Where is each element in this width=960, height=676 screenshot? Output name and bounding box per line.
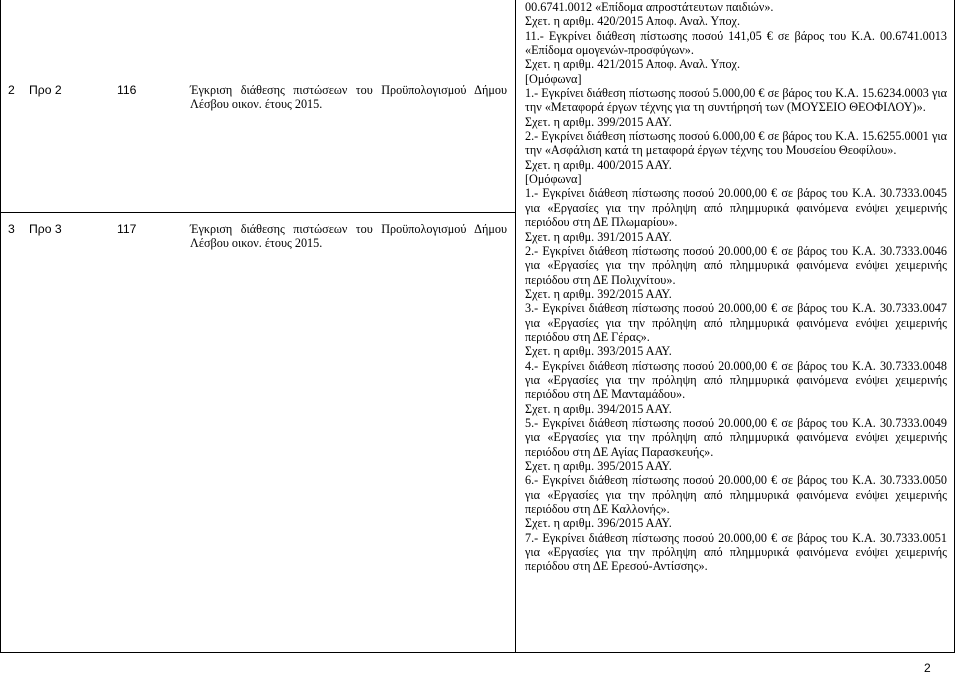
row-description: Έγκριση διάθεσης πιστώσεων του Προϋπολογισμού Δήμου Λέσβου οικον. έτους 2015. (190, 222, 507, 251)
table-border-right (954, 0, 955, 653)
decision-details (525, 0, 947, 574)
detail-line: Σχετ. η αριθμ. 394/2015 ΑΑΥ. (525, 401, 672, 416)
row-ref: Προ 3 (29, 222, 62, 236)
row-divider (0, 212, 515, 213)
column-divider (515, 0, 516, 653)
detail-line: Σχετ. η αριθμ. 395/2015 ΑΑΥ. (525, 459, 672, 473)
detail-line: 6.- Εγκρίνει διάθεση πίστωσης ποσού 20.000,00 € σε βάρος του Κ.Α. 30.7333.0050 για «Εργασίες για την πρόληψη από πλημμυρικά φαινόμενα ενόψει χειμερινής περιόδου στη ΔΕ Καλλονής». (525, 473, 947, 517)
table-border-bottom (0, 652, 955, 653)
detail-line: Σχετ. η αριθμ. 421/2015 Αποφ. Αναλ. Υποχ. (525, 57, 741, 72)
row-index: 2 (8, 83, 15, 97)
detail-line: 5.- Εγκρίνει διάθεση πίστωσης ποσού 20.000,00 € σε βάρος του Κ.Α. 30.7333.0049 για «Εργασίες για την πρόληψη από πλημμυρικά φαινόμενα ενόψει χειμερινής περιόδου στη ΔΕ Αγίας Παρασκευής». (525, 415, 947, 459)
detail-line: Σχετ. η αριθμ. 399/2015 ΑΑΥ. (525, 114, 672, 129)
row-description: Έγκριση διάθεσης πιστώσεων του Προϋπολογισμού Δήμου Λέσβου οικον. έτους 2015. (190, 83, 507, 112)
detail-line: 7.- Εγκρίνει διάθεση πίστωσης ποσού 20.000,00 € σε βάρος του Κ.Α. 30.7333.0051 για «Εργασίες για την πρόληψη από πλημμυρικά φαινόμενα ενόψει χειμερινής περιόδου στη ΔΕ Ερεσού-Αντίσσης». (525, 530, 947, 574)
row-ref: Προ 2 (29, 83, 62, 97)
detail-line: 1.- Εγκρίνει διάθεση πίστωσης ποσού 5.000,00 € σε βάρος του Κ.Α. 15.6234.0003 για την «Μεταφορά έργων τέχνης για τη συντήρησή των (ΜΟΥΣΕΙΟ ΘΕΟΦΙΛΟΥ)». (525, 86, 947, 115)
detail-line: [Ομόφωνα] (525, 172, 582, 187)
detail-line: 2.- Εγκρίνει διάθεση πίστωσης ποσού 20.000,00 € σε βάρος του Κ.Α. 30.7333.0046 για «Εργασίες για την πρόληψη από πλημμυρικά φαινόμενα ενόψει χειμερινής περιόδου στη ΔΕ Πολιχνίτου». (525, 243, 947, 287)
detail-line: 1.- Εγκρίνει διάθεση πίστωσης ποσού 20.000,00 € σε βάρος του Κ.Α. 30.7333.0045 για «Εργασίες για την πρόληψη από πλημμυρικά φαινόμενα ενόψει χειμερινής περιόδου στη ΔΕ Πλωμαρίου». (525, 186, 947, 230)
row-number: 117 (117, 222, 137, 236)
detail-line: 2.- Εγκρίνει διάθεση πίστωσης ποσού 6.000,00 € σε βάρος του Κ.Α. 15.6255.0001 για την «Ασφάλιση κατά τη μεταφορά έργων τέχνης του Μουσείου Θεοφίλου». (525, 129, 947, 158)
detail-line: [Ομόφωνα] (525, 71, 582, 86)
row-number: 116 (117, 83, 137, 97)
detail-line: 00.6741.0012 «Επίδομα απροστάτευτων παιδιών». (525, 0, 774, 14)
table-border-left (0, 0, 1, 653)
detail-line: 11.- Εγκρίνει διάθεση πίστωσης ποσού 141,05 € σε βάρος του Κ.Α. 00.6741.0013 «Επίδομα ομογενών-προσφύγων». (525, 28, 947, 58)
detail-line: Σχετ. η αριθμ. 392/2015 ΑΑΥ. (525, 286, 672, 301)
row-index: 3 (8, 222, 15, 236)
detail-line: 4.- Εγκρίνει διάθεση πίστωσης ποσού 20.000,00 € σε βάρος του Κ.Α. 30.7333.0048 για «Εργασίες για την πρόληψη από πλημμυρικά φαινόμενα ενόψει χειμερινής περιόδου στη ΔΕ Μανταμάδου». (525, 358, 947, 402)
page-number: 2 (924, 661, 931, 675)
detail-line: Σχετ. η αριθμ. 393/2015 ΑΑΥ. (525, 344, 672, 359)
detail-line: 3.- Εγκρίνει διάθεση πίστωσης ποσού 20.000,00 € σε βάρος του Κ.Α. 30.7333.0047 για «Εργασίες για την πρόληψη από πλημμυρικά φαινόμενα ενόψει χειμερινής περιόδου στη ΔΕ Γέρας». (525, 301, 947, 344)
detail-line: Σχετ. η αριθμ. 400/2015 ΑΑΥ. (525, 157, 672, 172)
detail-line: Σχετ. η αριθμ. 420/2015 Αποφ. Αναλ. Υποχ. (525, 14, 741, 29)
detail-line: Σχετ. η αριθμ. 391/2015 ΑΑΥ. (525, 229, 672, 244)
detail-line: Σχετ. η αριθμ. 396/2015 ΑΑΥ. (525, 516, 672, 531)
